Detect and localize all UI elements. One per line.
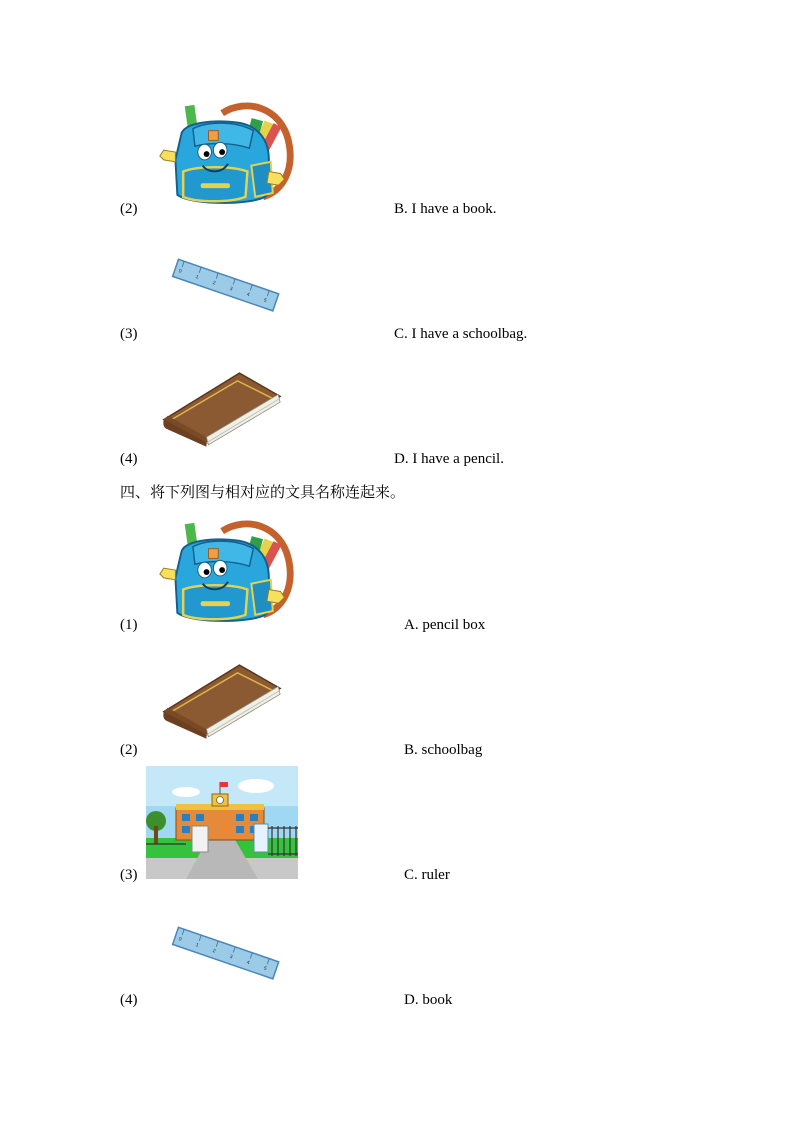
ruler-digit: 0	[177, 268, 183, 275]
ruler-digit: 0	[177, 936, 183, 943]
ruler-digit: 3	[228, 285, 234, 293]
ruler-digit: 5	[262, 297, 268, 305]
schoolbag-picture	[154, 518, 300, 628]
option-text: A. pencil box	[404, 617, 486, 633]
schoolbag-picture	[154, 100, 300, 210]
option-text: B. schoolbag	[404, 742, 483, 758]
ruler-digit: 3	[228, 953, 234, 961]
item-number: (2)	[120, 742, 138, 758]
option-text: D. I have a pencil.	[394, 451, 504, 467]
book-picture	[158, 368, 284, 448]
ruler-digit: 1	[194, 942, 200, 949]
ruler-digit: 1	[194, 274, 200, 281]
item-number: (2)	[120, 201, 138, 217]
ruler-picture	[168, 258, 282, 316]
item-number: (3)	[120, 867, 138, 883]
ruler-digit: 5	[262, 965, 268, 973]
ruler-digit: 4	[245, 959, 251, 967]
item-number: (3)	[120, 326, 138, 342]
option-text: B. I have a book.	[394, 201, 497, 217]
item-number: (1)	[120, 617, 138, 633]
book-picture	[158, 660, 284, 740]
ruler-digit: 2	[211, 947, 217, 955]
ruler-picture	[168, 926, 282, 984]
section-heading: 四、将下列图与相对应的文具名称连起来。	[120, 483, 406, 501]
school-picture	[146, 766, 298, 879]
option-text: C. ruler	[404, 867, 450, 883]
item-number: (4)	[120, 451, 138, 467]
option-text: C. I have a schoolbag.	[394, 326, 528, 342]
option-text: D. book	[404, 992, 453, 1008]
ruler-digit: 4	[245, 291, 251, 299]
ruler-digit: 2	[211, 279, 217, 287]
item-number: (4)	[120, 992, 138, 1008]
